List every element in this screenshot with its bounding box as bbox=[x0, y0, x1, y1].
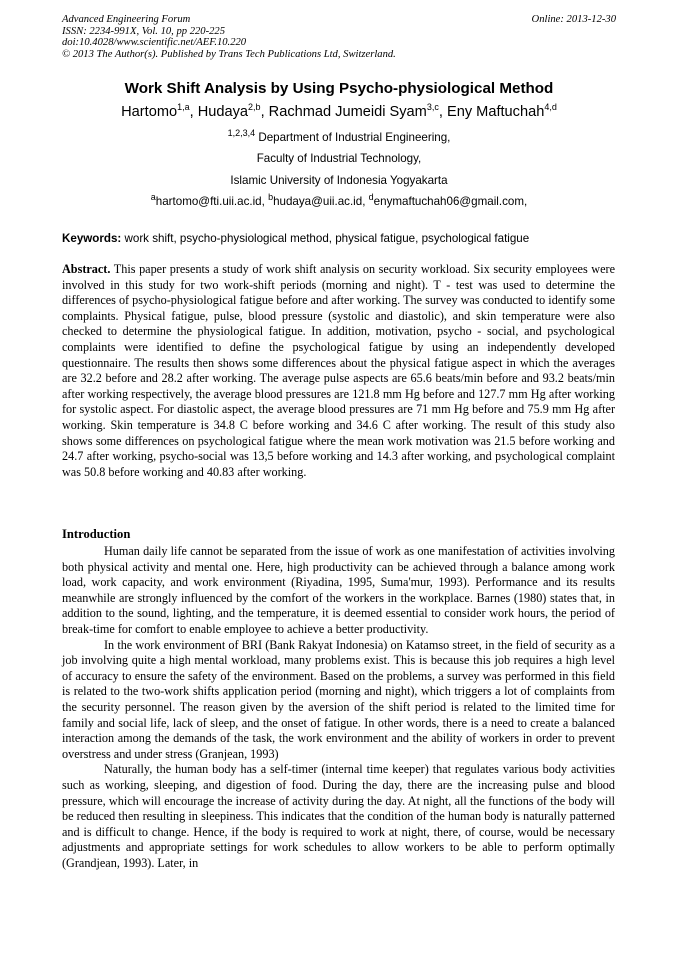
author-name: Hudaya bbox=[197, 104, 249, 120]
author-name: Eny Maftuchah bbox=[446, 104, 545, 120]
journal-copyright: © 2013 The Author(s). Published by Trans Tech Publications Ltd, Switzerland. bbox=[62, 48, 396, 60]
email-link: hudaya@uii.ac.id, bbox=[273, 195, 369, 208]
introduction-body bbox=[62, 544, 615, 871]
paragraph: In the work environment of BRI (Bank Rakyat Indonesia) on Katamso street, in the field of security as a job involving quite a high mental workload, many problems exist. This is because this job requires a high level of accuracy to ensure the safety of the environment. Based on the problems, a survey was performed in this field is related to the two-work shifts application period (morning and night), which triggers a lot of complaints from the security personnel. The reason given by the aversion of the shift period is related to the limited time for family and social life, lack of sleep, and the onset of fatigue. In other words, there is a need to create a balanced interaction among the demands of the task, the work environment and the ability of workers in order to prevent overstress and under stress (Granjean, 1993) bbox=[62, 637, 615, 761]
author-separator: , bbox=[438, 104, 447, 120]
email-mark: d bbox=[368, 192, 374, 203]
affiliation-mark: 1,2,3,4 bbox=[227, 128, 256, 139]
abstract bbox=[62, 262, 615, 480]
author-affil-mark: 2,b bbox=[248, 102, 261, 113]
paper-title: Work Shift Analysis by Using Psycho-physiological Method bbox=[124, 80, 554, 97]
journal-issn: ISSN: 2234-991X, Vol. 10, pp 220-225 bbox=[62, 25, 226, 37]
author-name: Rachmad Jumeidi Syam bbox=[268, 104, 427, 120]
journal-doi: doi:10.4028/www.scientific.net/AEF.10.220 bbox=[62, 37, 247, 48]
department-text: Department of Industrial Engineering, bbox=[258, 131, 451, 144]
abstract-text: This paper presents a study of work shift analysis on security workload. Six security employees were involved in this study for two work-shift periods (morning and night). T - test was used to determine the differences of psycho-physiological fatigue before and after working. The survey was conducted to identify some complaints. Physical fatigue, pulse, blood pressure (systolic and diastolic), and skin temperature were also checked to determine the physiological fatigue. In addition, motivation, psycho - social, and psychological complaints were identified to define the psychological fatigue by using an independently developed questionnaire. The results then shows some differences about the physical fatigue aspect in which the averages are 32.2 before and 28.2 after working. The average pulse aspects are 65.6 beats/min before and 93.2 beats/min after working respectively, the average blood pressures are 121.8 mm Hg before and 127.7 mm Hg after working for systolic aspect. For diastolic aspect, the average blood pressures are 71 mm Hg before and 75.9 mm Hg after working. Skin temperature is 34.8 C before working and 34.6 C after working. The result of this study also shows some differences on psychological fatigue where the mean work motivation was 21.5 before working and 24.7 after working, psycho-social was 13,5 before working and 14.3 after working, and psychological complaint was 50.8 before working and 40.83 after working. bbox=[62, 262, 615, 479]
keywords-label: Keywords: bbox=[62, 232, 122, 245]
email-mark: a bbox=[150, 192, 156, 203]
email-link: enymaftuchah06@gmail.com, bbox=[373, 195, 528, 208]
author-affil-mark: 3,c bbox=[426, 102, 439, 113]
keywords bbox=[62, 232, 529, 245]
online-date: Online: 2013-12-30 bbox=[531, 14, 616, 25]
keywords-text: work shift, psycho-physiological method, physical fatigue, psychological fatigue bbox=[121, 232, 530, 245]
abstract-label: Abstract. bbox=[62, 262, 111, 276]
affiliation-department bbox=[0, 128, 678, 144]
email-link: hartomo@fti.uii.ac.id, bbox=[155, 195, 269, 208]
author-emails bbox=[0, 192, 678, 208]
paragraph: Human daily life cannot be separated from the issue of work as one manifestation of activities involving both physical activity and mental one. Here, high productivity can be achieved through a balance among work load, work capacity, and work environment (Riyadina, 1995, Suma'mur, 1993). Performance and its results meanwhile are strongly influenced by the comfort of the workers in the workplace. Barnes (1980) states that, in addition to the sound, lighting, and the temperature, it is deemed essential to consider work hours, the period of break-time for comfort to enable employee to achieve a better productivity. bbox=[62, 544, 615, 636]
journal-name: Advanced Engineering Forum bbox=[62, 14, 191, 25]
journal-header bbox=[62, 14, 616, 60]
affiliation-faculty: Faculty of Industrial Technology, bbox=[256, 152, 422, 165]
author-separator: , bbox=[260, 104, 269, 120]
author-name: Hartomo bbox=[121, 104, 178, 120]
section-heading-introduction: Introduction bbox=[62, 527, 131, 541]
author-list bbox=[0, 104, 678, 120]
author-affil-mark: 4,d bbox=[544, 102, 557, 113]
affiliation-university: Islamic University of Indonesia Yogyakarta bbox=[230, 174, 448, 187]
email-mark: b bbox=[268, 192, 274, 203]
author-affil-mark: 1,a bbox=[177, 102, 190, 113]
author-separator: , bbox=[189, 104, 198, 120]
paragraph: Naturally, the human body has a self-timer (internal time keeper) that regulates various body activities such as working, sleeping, and digestion of food. During the day, there are the increasing pulse and blood pressure, which will encourage the increase of activity during the day. At night, all the functions of the body will be reduced then resulting in sleepiness. This indicates that the condition of the human body is naturally patterned and is difficult to change. Hence, if the body is required to work at night, there, of course, would be necessary adjustments and appropriate settings for work schedules to allow workers to be able to perform optimally (Grandjean, 1993). Later, in bbox=[62, 762, 615, 870]
